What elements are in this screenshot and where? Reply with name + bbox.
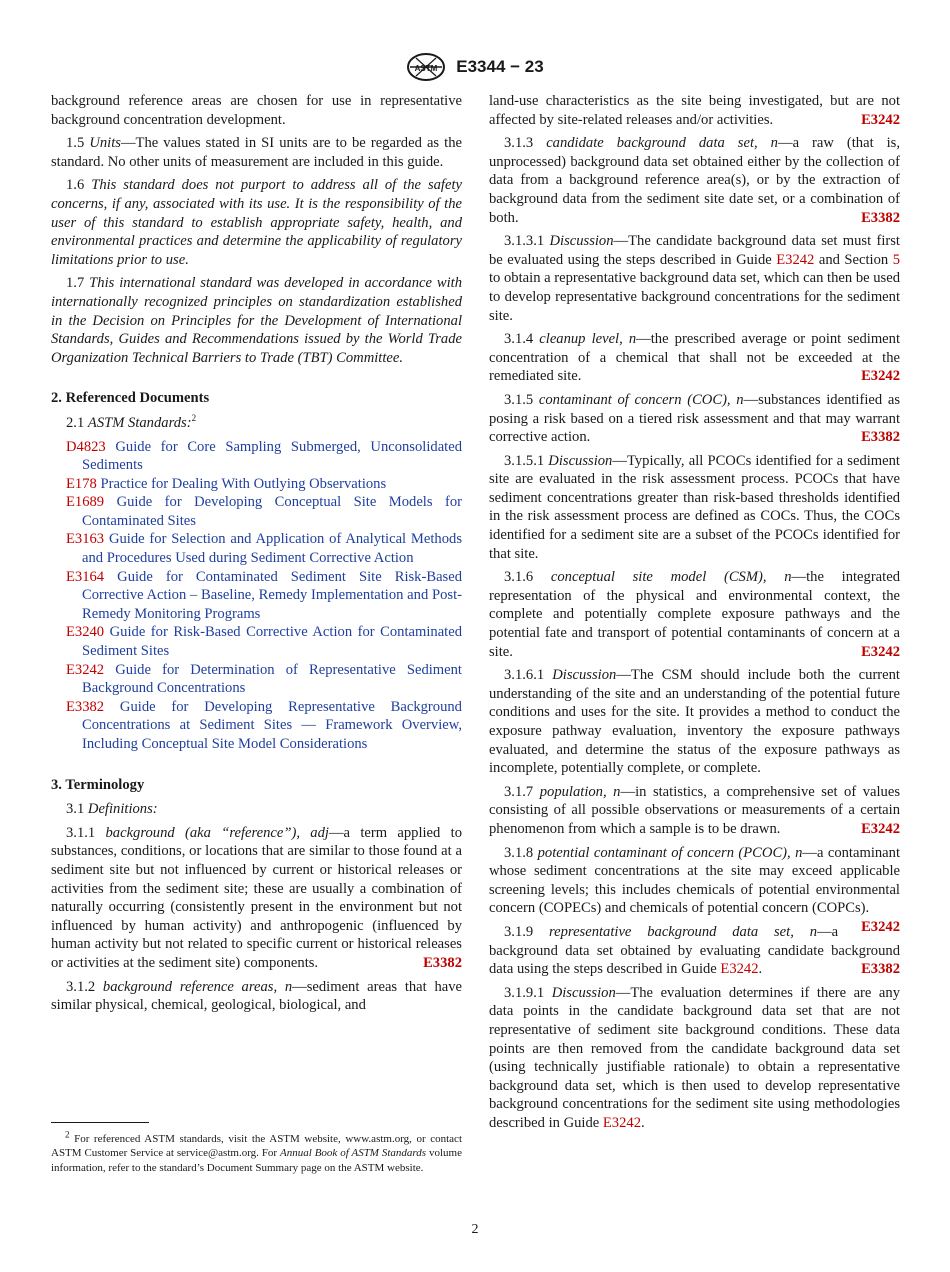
- reference-link[interactable]: E3242: [776, 251, 815, 268]
- definition-3-1-6: 3.1.6 conceptual site model (CSM), n—the integrated representation of the physical and environmental context, the complete and potentially complete exposure pathways and the potential fate and transport of potential contaminants of concern at a site. E3242: [489, 569, 900, 660]
- definition-3-1-2-continued: land-use characteristics as the site being investigated, but are not affected by site-related releases and/or activities. E3242: [489, 93, 900, 128]
- reference-item[interactable]: E178 Practice for Dealing With Outlying Observations: [66, 475, 387, 492]
- source-tag[interactable]: E3242: [861, 643, 900, 660]
- definitions-subheading: 3.1 Definitions:: [66, 801, 158, 818]
- definition-3-1-3: 3.1.3 candidate background data set, n—a raw (that is, unprocessed) background data set obtained either by the collection of data from a background reference area(s), or by the extraction of background data from the sediment site date set, or a combination of both. E3382: [489, 135, 901, 226]
- source-tag[interactable]: E3242: [861, 111, 900, 128]
- paragraph-1-6: 1.6 This standard does not purport to address all of the safety concerns, if any, associated with its use. It is the responsibility of the user of this standard to establish appropriate safety, health, and environmental practices and determine the applicability of regulatory limitations prior to use.: [51, 177, 462, 268]
- definition-3-1-4: 3.1.4 cleanup level, n—the prescribed average or point sediment concentration of a chemical that shall not be exceeded at the remediated site. E3242: [489, 331, 901, 385]
- left-column: [51, 92, 462, 1020]
- standard-designation: E3344 − 23: [456, 57, 544, 76]
- source-tag[interactable]: E3382: [423, 954, 462, 971]
- definition-3-1-5: 3.1.5 contaminant of concern (COC), n—substances identified as posing a risk based on a tiered risk assessment and that may warrant corrective action. E3382: [489, 391, 900, 446]
- definition-3-1-2: 3.1.2 background reference areas, n—sediment areas that have similar physical, chemical, geological, biological, and: [51, 978, 462, 1014]
- source-tag[interactable]: E3382: [861, 961, 900, 978]
- section-2-heading: 2. Referenced Documents: [51, 390, 210, 407]
- reference-item[interactable]: E3382 Guide for Developing Representative Background Concentrations at Sediment Sites — Framework Overview, Including Conceptual Site Model Considerations: [66, 698, 462, 752]
- section-3-heading: 3. Terminology: [51, 776, 145, 793]
- reference-link[interactable]: E3242: [720, 961, 759, 978]
- reference-item[interactable]: D4823 Guide for Core Sampling Submerged, Unconsolidated Sediments: [66, 438, 462, 474]
- reference-item[interactable]: E3164 Guide for Contaminated Sediment Site Risk-Based Corrective Action – Baseline, Remedy Implementation and Post-Remedy Monitoring Programs: [66, 568, 462, 622]
- source-tag[interactable]: E3242: [861, 368, 900, 385]
- definition-3-1-1: 3.1.1 background (aka “reference”), adj—a term applied to substances, conditions, or locations that are similar to those found at a sediment site but not influenced by current or historical releases or activities from the sediment site; these are usually a combination of naturally occurring (consistently present in the environment but not influenced by human activity) and anthropogenic (influenced by human activity but not related to specific current or historical releases or activities at the sediment site) components. E3382: [51, 824, 462, 971]
- right-column: [489, 92, 900, 1137]
- reference-link[interactable]: E3242: [602, 1114, 641, 1131]
- reference-item[interactable]: E1689 Guide for Developing Conceptual Site Models for Contaminated Sites: [66, 494, 462, 529]
- reference-item[interactable]: E3163 Guide for Selection and Application of Analytical Methods and Procedures Used during Sediment Corrective Action: [66, 531, 463, 567]
- paragraph-1-4-continued: background reference areas are chosen for use in representative background concentration development.: [51, 93, 462, 128]
- section-link[interactable]: 5: [892, 251, 900, 268]
- footnote-divider: [51, 1122, 149, 1123]
- discussion-3-1-3-1: 3.1.3.1 Discussion—The candidate background data set must first be evaluated using the steps described in Guide E3242 and Section 5 to obtain a representative background data set, which can then be used to develop representative background concentrations for the sediment site.: [489, 233, 900, 324]
- paragraph-1-7: 1.7 This international standard was developed in accordance with internationally recognized principles on standardization established in the Decision on Principles for the Development of International Standards, Guides and Recommendations issued by the World Trade Organization Technical Barriers to Trade (TBT) Committee.: [51, 275, 463, 366]
- definition-3-1-7: 3.1.7 population, n—in statistics, a comprehensive set of values consisting of all possible observations or measurements of a certain phenomenon from which a sample is to be drawn. E3242: [489, 783, 901, 837]
- source-tag[interactable]: E3242: [861, 918, 900, 935]
- reference-list: [51, 438, 462, 754]
- definition-3-1-9: 3.1.9 representative background data set, n—a background data set obtained by evaluating candidate background data using the steps described in Guide E3242. E3382: [489, 923, 900, 978]
- discussion-3-1-5-1: 3.1.5.1 Discussion—Typically, all PCOCs identified for a sediment site are evaluated in the risk assessment process. PCOCs that have sediment concentrations greater than risk-based thresholds identified in the risk assessment process are defined as COCs. Thus, the COCs identified for a sediment site are a subset of the PCOCs identified for that site.: [489, 452, 900, 562]
- source-tag[interactable]: E3242: [861, 820, 900, 837]
- definition-3-1-8: 3.1.8 potential contaminant of concern (PCOC), n—a contaminant whose sediment concentrations at the site may exceed applicable screening levels; this includes chemicals of potential environmental concern (COPECs) and chemicals of potential concern (COPCs). E3242: [489, 844, 900, 935]
- reference-item[interactable]: E3240 Guide for Risk-Based Corrective Action for Contaminated Sediment Sites: [66, 624, 463, 660]
- footnote: $^2$ For referenced ASTM standards, visit the ASTM website, www.astm.org, or contact ASTM Customer Service at service@astm.org. For Annual Book of ASTM Standards volume information, refer to the standard’s Document Summary page on the ASTM website.: [51, 1129, 462, 1174]
- source-tag[interactable]: E3382: [861, 209, 900, 226]
- page-header: [0, 52, 950, 82]
- astm-logo-icon: [406, 52, 446, 82]
- logo-text: ASTM: [414, 64, 438, 73]
- page-number: 2: [471, 1222, 479, 1237]
- source-tag[interactable]: E3382: [861, 429, 900, 446]
- discussion-3-1-6-1: 3.1.6.1 Discussion—The CSM should include both the current understanding of the site and an understanding of the potential future conditions and uses for the site. It provides a method to conduct the exposure pathway evaluation, inventory the exposure pathways evaluated, and determine the status of the exposure pathways as incomplete, potentially complete, or complete.: [489, 667, 900, 777]
- reference-item[interactable]: E3242 Guide for Determination of Representative Sediment Background Concentrations: [66, 661, 462, 697]
- astm-standards-subheading: 2.1 ASTM Standards:$^2$: [66, 413, 197, 431]
- discussion-3-1-9-1: 3.1.9.1 Discussion—The evaluation determines if there are any data points in the candidate background data set that are not representative of sediment site background conditions. These data points are then removed from the candidate background data set (using technically justifiable rationale) to obtain a representative background data set, which is then used to develop representative background concentrations for the sediment site using methodologies described in Guide E3242.: [489, 984, 901, 1131]
- paragraph-1-5: 1.5 Units—The values stated in SI units are to be regarded as the standard. No other units of measurement are included in this guide.: [51, 135, 462, 170]
